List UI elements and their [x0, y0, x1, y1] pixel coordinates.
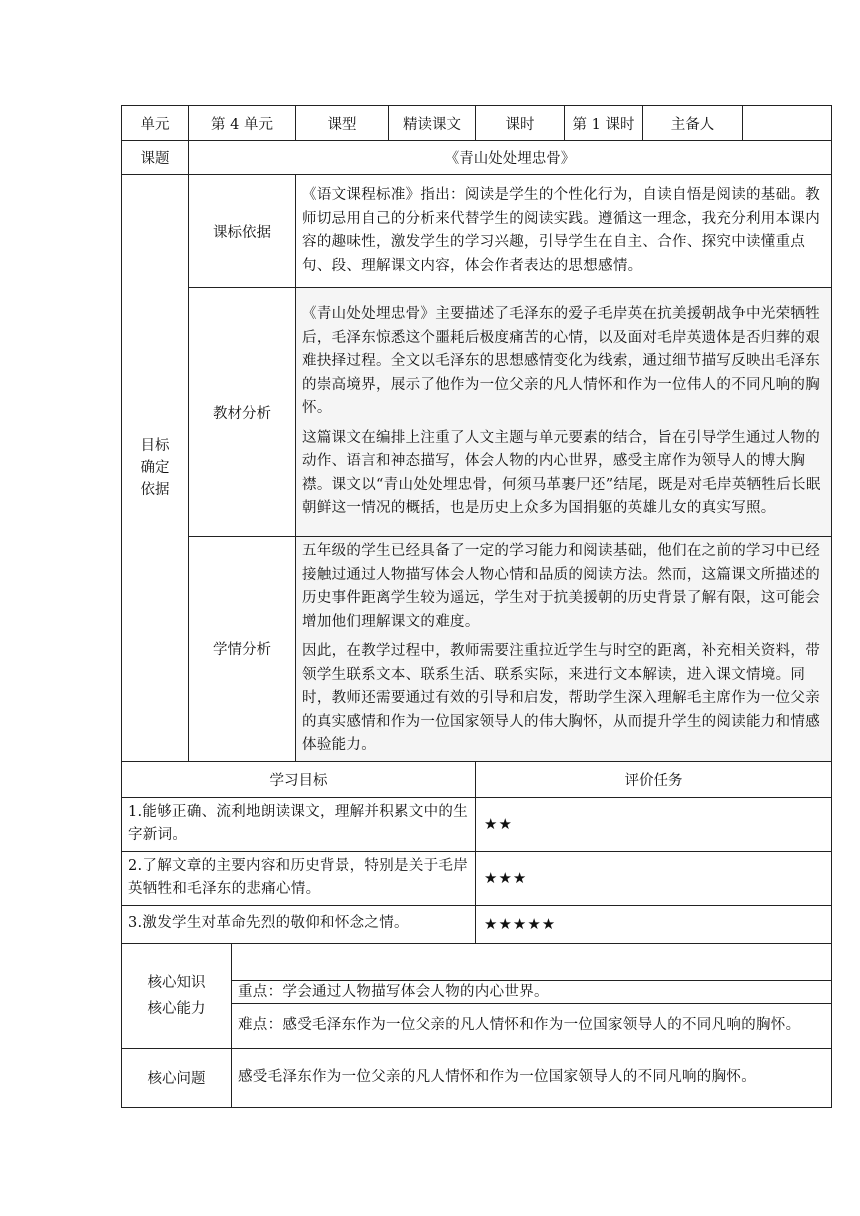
standard-row [122, 175, 832, 288]
core-key-point: 重点：学会通过人物描写体会人物的内心世界。 [232, 980, 832, 1003]
unit-label: 单元 [122, 106, 189, 141]
type-label: 课型 [296, 106, 389, 141]
objectives-goal-header: 学习目标 [122, 761, 476, 797]
core-difficulty: 难点：感受毛泽东作为一位父亲的凡人情怀和作为一位国家领导人的不同凡响的胸怀。 [232, 1003, 832, 1048]
core-blank-cell [232, 943, 832, 980]
objective-row [122, 797, 832, 851]
question-row [122, 1048, 832, 1107]
textbook-row [122, 288, 832, 537]
objectives-header-row [122, 761, 832, 797]
basis-label [122, 175, 189, 762]
students-paragraph-1: 五年级的学生已经具备了一定的学习能力和阅读基础，他们在之前的学习中已经接触过通过人物描写体会人物心情和品质的阅读方法。然而，这篇课文所描述的历史事件距离学生较为遥远，学生对于抗美援朝的历史背景了解有限，这可能会增加他们理解课文的难度。 [302, 543, 821, 630]
textbook-text [296, 288, 832, 537]
standard-label: 课标依据 [189, 175, 296, 288]
students-row [122, 537, 832, 762]
objective-row [122, 905, 832, 943]
question-text: 感受毛泽东作为一位父亲的凡人情怀和作为一位国家领导人的不同凡响的胸怀。 [232, 1048, 832, 1107]
textbook-label: 教材分析 [189, 288, 296, 537]
students-label: 学情分析 [189, 537, 296, 762]
core-label-line-1: 核心知识 [147, 974, 206, 991]
objectives-eval-header: 评价任务 [476, 761, 832, 797]
lesson-plan-table [121, 105, 832, 1108]
header-row [122, 106, 832, 141]
students-text [296, 537, 832, 762]
basis-label-line-1: 目标 [140, 437, 170, 454]
objective-goal: 3.激发学生对革命先烈的敬仰和怀念之情。 [122, 905, 476, 943]
core-label-line-2: 核心能力 [147, 1000, 206, 1017]
core-blank-row [122, 943, 832, 980]
textbook-paragraph-2: 这篇课文在编排上注重了人文主题与单元要素的结合，旨在引导学生通过人物的动作、语言和神态描写，体会人物的内心世界，感受主席作为领导人的博大胸襟。课文以“青山处处埋忠骨，何须马革裹尸还”结尾，既是对毛岸英牺牲后长眠朝鲜这一情况的概括，也是历史上众多为国捐躯的英雄儿女的真实写照。 [302, 429, 821, 517]
textbook-paragraph-1: 《青山处处埋忠骨》主要描述了毛泽东的爱子毛岸英在抗美援朝战争中光荣牺牲后，毛泽东惊悉这个噩耗后极度痛苦的心情，以及面对毛岸英遗体是否归葬的艰难抉择过程。全文以毛泽东的思想感情变化为线索，通过细节描写反映出毛泽东的崇高境界，展示了他作为一位父亲的凡人情怀和作为一位伟人的不同凡响的胸怀。 [302, 306, 821, 417]
standard-text: 《语文课程标准》指出：阅读是学生的个性化行为，自读自悟是阅读的基础。教师切忌用自己的分析来代替学生的阅读实践。遵循这一理念，我充分利用本课内容的趣味性，激发学生的学习兴趣，引导学生在自主、合作、探究中读懂重点句、段、理解课文内容，体会作者表达的思想感情。 [296, 175, 832, 288]
topic-row [122, 141, 832, 175]
preparer-value [743, 106, 832, 141]
core-label [122, 943, 232, 1048]
period-value: 第 1 课时 [565, 106, 643, 141]
objective-row [122, 851, 832, 905]
topic-value: 《青山处处埋忠骨》 [189, 141, 832, 175]
type-value: 精读课文 [389, 106, 476, 141]
objective-goal: 2.了解文章的主要内容和历史背景，特别是关于毛岸英牺牲和毛泽东的悲痛心情。 [122, 851, 476, 905]
period-label: 课时 [476, 106, 565, 141]
unit-value: 第 4 单元 [189, 106, 296, 141]
basis-label-line-2: 确定 [140, 459, 170, 476]
preparer-label: 主备人 [643, 106, 743, 141]
students-paragraph-2: 因此，在教学过程中，教师需要注重拉近学生与时空的距离，补充相关资料，带领学生联系文本、联系生活、联系实际，来进行文本解读，进入课文情境。同时，教师还需要通过有效的引导和启发，帮助学生深入理解毛主席作为一位父亲的真实感情和作为一位国家领导人的伟大胸怀，从而提升学生的阅读能力和情感体验能力。 [302, 643, 821, 753]
topic-label: 课题 [122, 141, 189, 175]
basis-label-line-3: 依据 [140, 481, 170, 498]
objective-eval-stars: ★★ [476, 797, 832, 851]
objective-goal: 1.能够正确、流利地朗读课文，理解并积累文中的生字新词。 [122, 797, 476, 851]
lesson-plan-page [121, 105, 831, 1108]
objective-eval-stars: ★★★★★ [476, 905, 832, 943]
objective-eval-stars: ★★★ [476, 851, 832, 905]
question-label: 核心问题 [122, 1048, 232, 1107]
